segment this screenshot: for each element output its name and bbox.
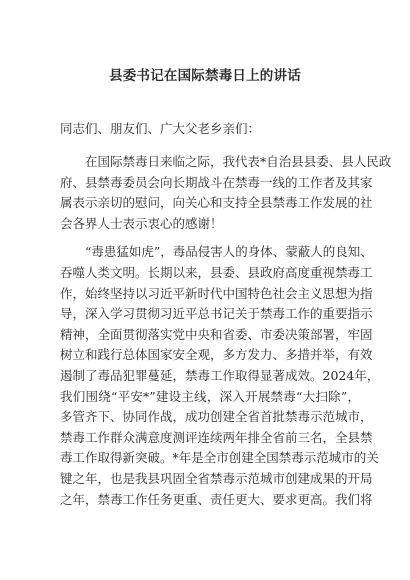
paragraph-line: 作，始终坚持以习近平新时代中国特色社会主义思想为指 [60, 285, 373, 301]
paragraph-line: 树立和践行总体国家安全观，多方发力、多措并举，有效 [60, 347, 373, 363]
document-title: 县委书记在国际禁毒日上的讲话 [109, 68, 301, 84]
paragraph-line: 键之年，也是我县巩固全省禁毒示范城市创建成果的开局 [60, 470, 373, 486]
paragraph-line: 属表示亲切的慰问，向关心和支持全县禁毒工作发展的社 [60, 195, 373, 211]
paragraph-line: 导，深入学习贯彻习近平总书记关于禁毒工作的重要指示 [60, 306, 373, 322]
paragraph-line: 之年，禁毒工作任务更重、责任更大、要求更高。我们将 [60, 491, 373, 507]
document-body [60, 152, 392, 518]
paragraph-line: 在国际禁毒日来临之际，我代表*自治县县委、县人民政 [85, 154, 392, 169]
paragraph-line: 禁毒工作群众满意度测评连续两年排全省前三名，全县禁 [60, 429, 373, 445]
paragraph-drug-harm [60, 242, 380, 510]
salutation: 同志们、朋友们、广大父老乡亲们： [60, 121, 261, 136]
paragraph-line: 吞噬人类文明。长期以来，县委、县政府高度重视禁毒工 [60, 264, 373, 280]
paragraph-line: 多管齐下、协同作战，成功创建全省首批禁毒示范城市， [60, 409, 373, 425]
paragraph-greeting [60, 152, 392, 234]
paragraph-line: 会各界人士表示衷心的感谢！ [60, 215, 223, 231]
paragraph-line: 府、县禁毒委员会向长期战斗在禁毒一线的工作者及其家 [60, 174, 373, 190]
paragraph-line: 遏制了毒品犯罪蔓延，禁毒工作取得显著成效。2024年， [60, 367, 380, 383]
paragraph-line: “毒患猛如虎”，毒品侵害人的身体、蒙蔽人的良知、 [85, 244, 373, 260]
paragraph-line: 我们围绕“平安*”建设主线，深入开展禁毒“大扫除”， [60, 388, 360, 404]
paragraph-line: 毒工作取得新突破。*年是全市创建全国禁毒示范城市的关 [60, 450, 379, 466]
paragraph-line: 精神，全面贯彻落实党中央和省委、市委决策部署，牢固 [60, 326, 373, 342]
